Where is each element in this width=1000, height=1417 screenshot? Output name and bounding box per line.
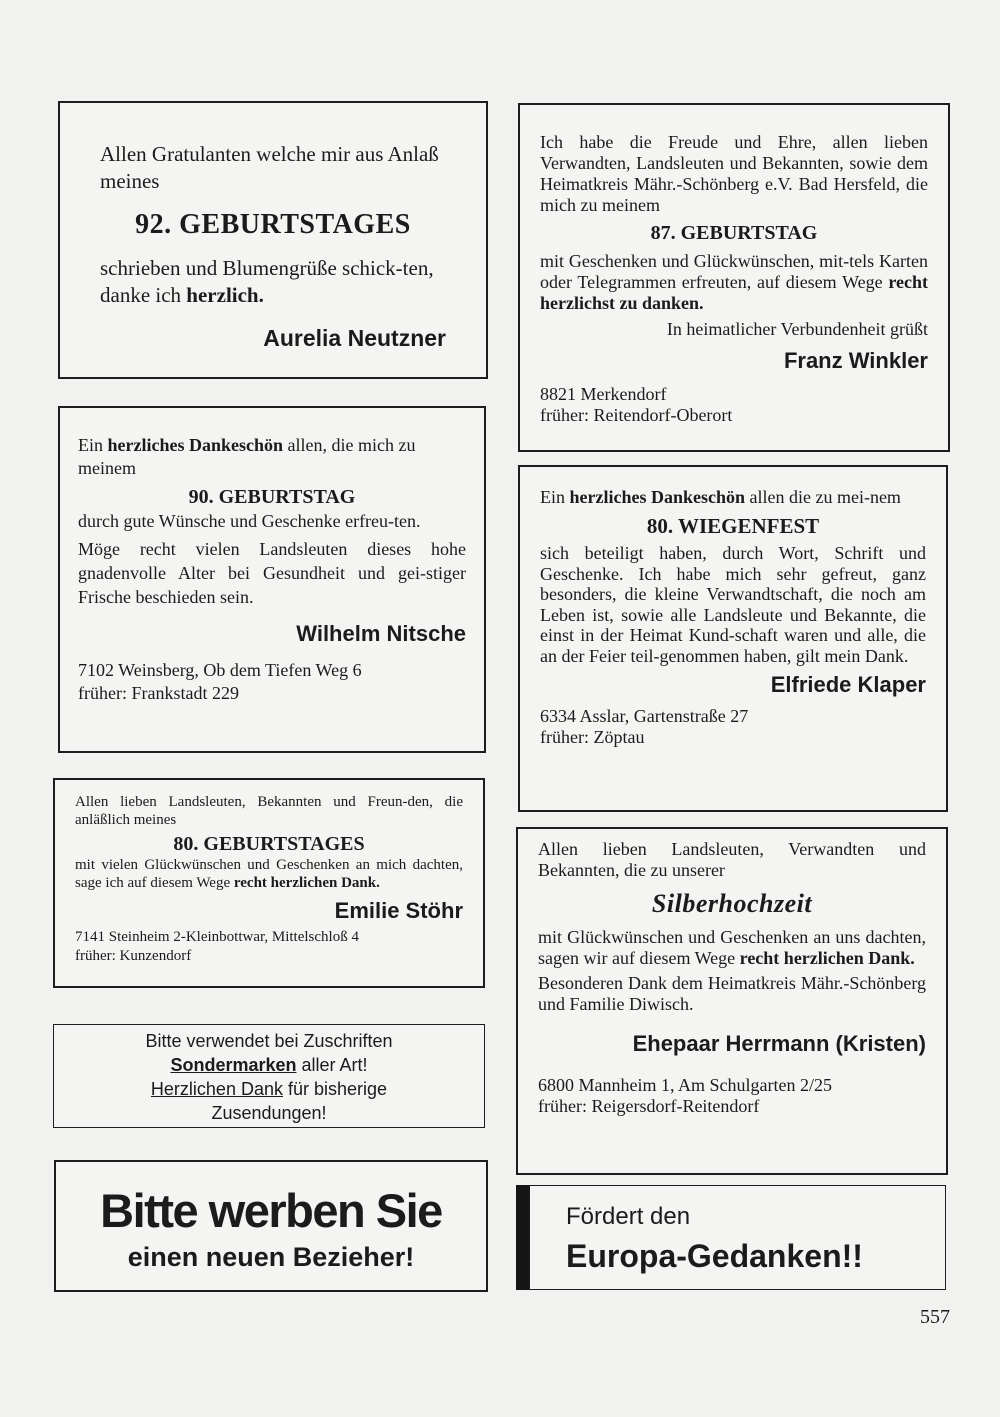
ad-signature: Franz Winkler <box>783 348 928 373</box>
ad-body-text: mit Glückwünschen und Geschenken an uns dachten, sagen wir auf diesem Wege <box>538 927 926 968</box>
notice-line-3-rest: für bisherige <box>288 1079 388 1099</box>
ad-intro <box>540 487 926 508</box>
notice-line-3 <box>64 1077 474 1101</box>
ad-body-emphasis: recht herzlichst zu danken. <box>540 272 928 313</box>
europa-line-2: Europa-Gedanken!! <box>566 1238 863 1274</box>
ad-occasion: 90. GEBURTSTAG <box>188 486 356 508</box>
ad-body-emphasis: recht herzlichen Dank. <box>233 875 380 891</box>
ad-body: sich beteiligt haben, durch Wort, Schrift und Geschenke. Ich habe mich sehr gefreut, ganz besonders, die kleine Verwandtschaft, die noch am Leben ist, sowie alle Landsleute und Bekannte, die einst in der Heimat Kund-schaft waren und alle, die an der Feier teil-genommen haben, gilt mein Dank. <box>540 543 926 666</box>
ad-address: 8821 Merkendorf <box>540 384 667 404</box>
ad-80-wiegenfest <box>518 465 948 812</box>
ad-former-residence: früher: Kunzendorf <box>75 948 192 964</box>
notice-line-1: Bitte verwendet bei Zuschriften <box>145 1031 393 1051</box>
ad-body-emphasis: herzlich. <box>186 283 264 307</box>
ad-former-residence: früher: Zöptau <box>540 727 645 747</box>
notice-line-2-rest: aller Art! <box>301 1055 368 1075</box>
ad-intro-emphasis: herzliches Dankeschön <box>569 487 745 507</box>
notice-stamps: Sondermarken <box>170 1055 297 1075</box>
ad-address: 7102 Weinsberg, Ob dem Tiefen Weg 6 <box>78 660 362 680</box>
ad-occasion: 92. GEBURTSTAGES <box>135 209 411 240</box>
ad-signature: Elfriede Klaper <box>770 672 926 697</box>
ad-former-residence: früher: Frankstadt 229 <box>78 683 239 703</box>
notice-line-2 <box>64 1053 474 1077</box>
ad-90-birthday <box>58 406 486 753</box>
ad-signature: Wilhelm Nitsche <box>296 621 466 646</box>
ad-80-birthday <box>53 778 485 988</box>
ad-greeting: In heimatlicher Verbundenheit grüßt <box>666 319 928 339</box>
ad-address: 6800 Mannheim 1, Am Schulgarten 2/25 <box>538 1075 832 1095</box>
notice-line-4: Zusendungen! <box>211 1103 327 1123</box>
promo-subline: einen neuen Bezieher! <box>127 1242 415 1272</box>
ad-occasion: 80. WIEGENFEST <box>646 514 820 538</box>
ad-signature: Emilie Stöhr <box>334 898 463 923</box>
ad-signature: Aurelia Neutzner <box>263 325 446 351</box>
ad-intro <box>78 434 466 480</box>
ad-body-text: mit vielen Glückwünschen und Geschenken an mich dachten, sage ich auf diesem Wege <box>75 857 463 891</box>
ad-signature: Ehepaar Herrmann (Kristen) <box>632 1031 926 1056</box>
ad-intro-post: allen, die mich zu meinem <box>78 435 416 478</box>
ad-former-residence: früher: Reigersdorf-Reitendorf <box>538 1096 760 1116</box>
ad-occasion: 87. GEBURTSTAG <box>650 222 818 244</box>
subscriber-promo <box>54 1160 488 1292</box>
ad-extra-thanks: Besonderen Dank dem Heimatkreis Mähr.-Schönberg und Familie Diwisch. <box>538 973 926 1014</box>
ad-87-birthday <box>518 103 950 452</box>
ad-body-text: schrieben und Blumengrüße schick-ten, danke ich <box>100 256 434 307</box>
ad-intro: Ich habe die Freude und Ehre, allen lieben Verwandten, Landsleuten und Bekannten, sowie dem Heimatkreis Mähr.-Schönberg e.V. Bad Hersfeld, die mich zu meinem <box>540 132 928 215</box>
page-number: 557 <box>920 1306 950 1328</box>
ad-body-2: Möge recht vielen Landsleuten dieses hohe gnadenvolle Alter bei Gesundheit und gei-stiger Frische beschieden sein. <box>78 539 466 607</box>
ad-body <box>538 927 926 969</box>
ad-intro-post: allen die zu mei-nem <box>749 487 901 507</box>
europa-accent-bar <box>516 1185 529 1290</box>
ad-intro: Allen lieben Landsleuten, Verwandten und Bekannten, die zu unserer <box>538 839 926 880</box>
ad-intro-pre: Ein <box>540 487 565 507</box>
europa-promo <box>529 1185 946 1290</box>
ad-body <box>100 255 446 309</box>
europa-line-1: Fördert den <box>566 1203 691 1230</box>
stamp-notice <box>53 1024 485 1128</box>
ad-intro-emphasis: herzliches Dankeschön <box>107 435 283 455</box>
ad-silver-wedding <box>516 827 948 1175</box>
ad-intro-pre: Ein <box>78 435 103 455</box>
ad-body-text: mit Geschenken und Glückwünschen, mit-tels Karten oder Telegrammen erfreuten, auf diesem Wege <box>540 251 928 292</box>
promo-headline: Bitte werben Sie <box>100 1184 442 1237</box>
ad-address: 6334 Asslar, Gartenstraße 27 <box>540 706 749 726</box>
ad-occasion: 80. GEBURTSTAGES <box>173 833 365 855</box>
ad-body-1: durch gute Wünsche und Geschenke erfreu-ten. <box>78 511 421 531</box>
ad-body-emphasis: recht herzlichen Dank. <box>739 948 915 968</box>
ad-former-residence: früher: Reitendorf-Oberort <box>540 405 733 425</box>
ad-intro: Allen lieben Landsleuten, Bekannten und Freun-den, die anläßlich meines <box>75 794 463 828</box>
ad-92-birthday <box>58 101 488 379</box>
notice-thanks: Herzlichen Dank <box>150 1079 283 1099</box>
ad-occasion: Silberhochzeit <box>651 889 813 918</box>
ad-address: 7141 Steinheim 2-Kleinbottwar, Mittelschloß 4 <box>75 929 359 945</box>
ad-intro: Allen Gratulanten welche mir aus Anlaß meines <box>100 142 439 193</box>
ad-body <box>75 856 463 892</box>
ad-body <box>540 251 928 314</box>
